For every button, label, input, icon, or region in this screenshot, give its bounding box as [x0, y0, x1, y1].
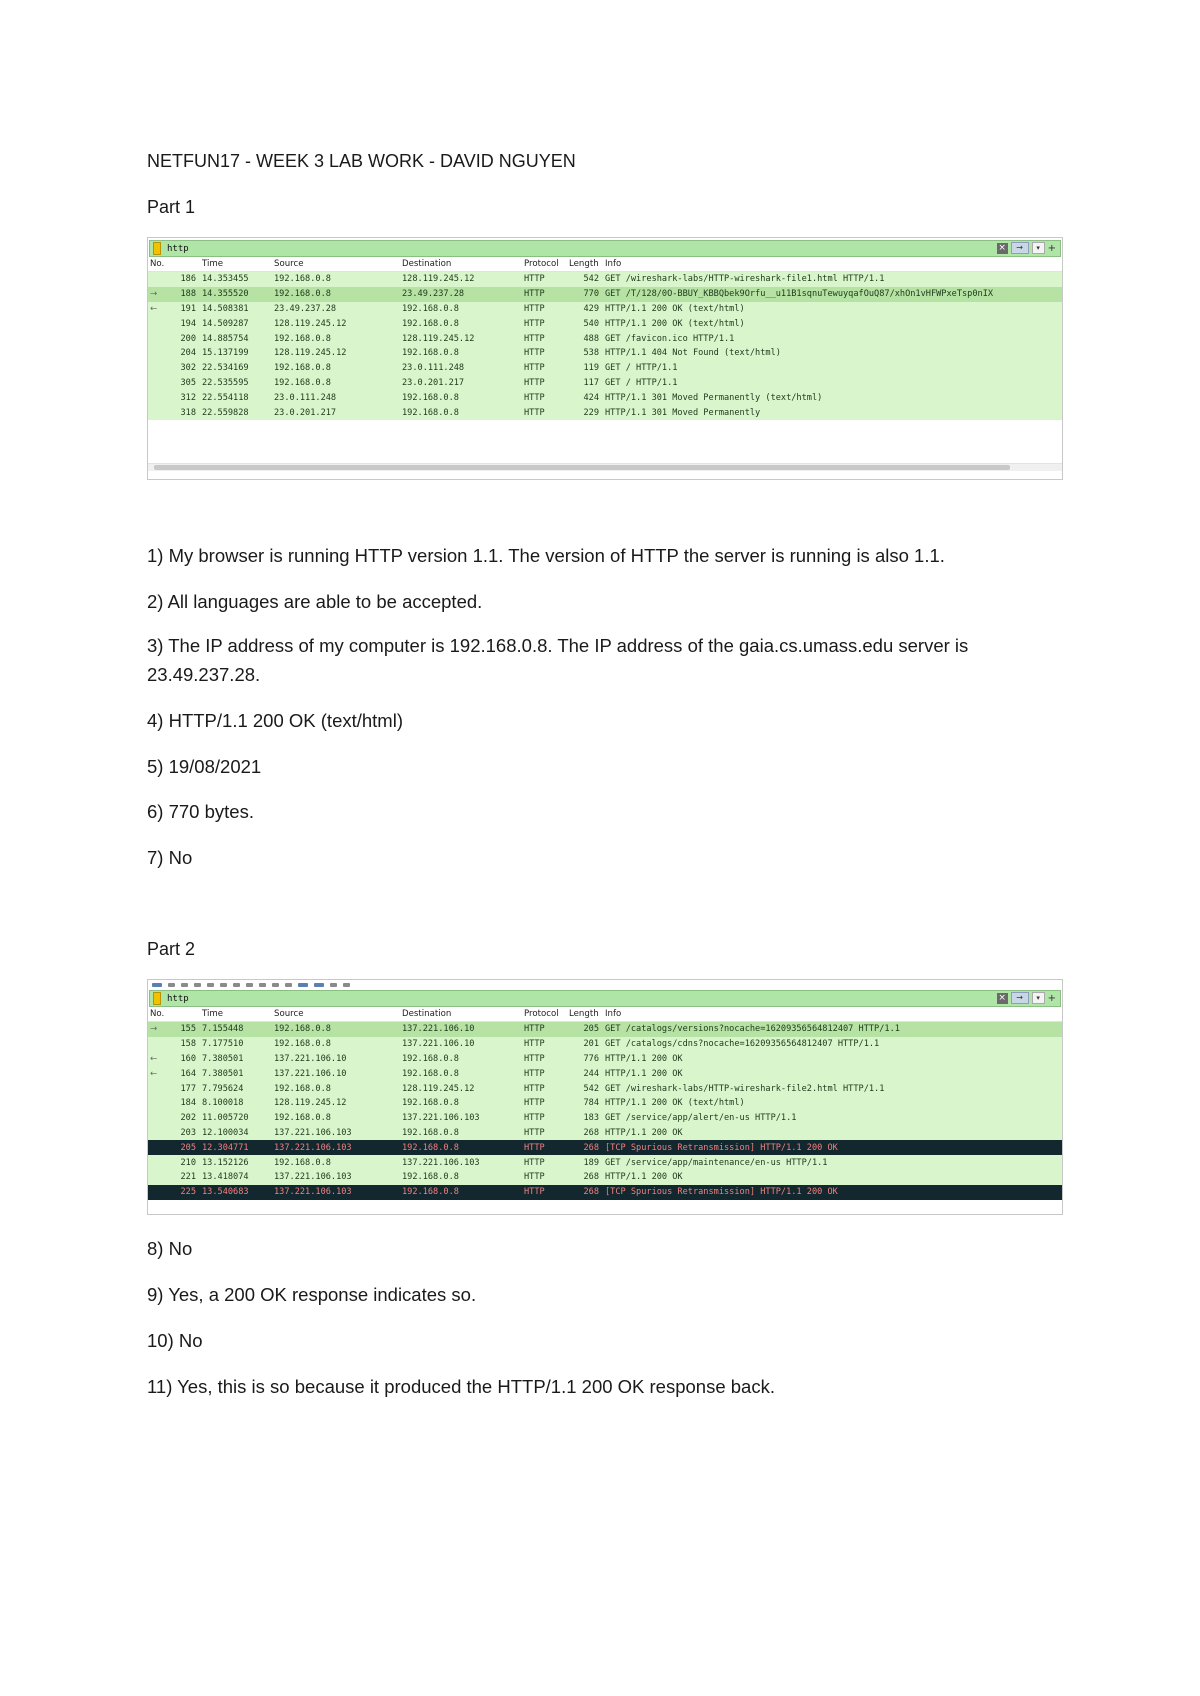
packet-time: 13.540683	[200, 1185, 272, 1200]
packet-info: HTTP/1.1 301 Moved Permanently	[603, 405, 1062, 420]
packet-time: 13.418074	[200, 1170, 272, 1185]
packet-length: 770	[567, 287, 603, 302]
packet-time: 22.559828	[200, 405, 272, 420]
clear-filter-icon[interactable]: ×	[998, 992, 1006, 1003]
packet-length: 117	[567, 376, 603, 391]
packet-time: 7.380501	[200, 1066, 272, 1081]
packet-length: 538	[567, 346, 603, 361]
answer-5: 5) 19/08/2021	[147, 756, 262, 777]
packet-row[interactable]	[148, 1037, 1062, 1052]
packet-destination: 137.221.106.10	[400, 1022, 522, 1037]
display-filter-bar[interactable]	[149, 990, 1061, 1007]
column-header[interactable]: Destination	[400, 257, 522, 272]
packet-number: 202	[158, 1111, 200, 1126]
packet-number: 205	[158, 1140, 200, 1155]
packet-number: 318	[158, 405, 200, 420]
packet-length: 201	[567, 1037, 603, 1052]
packet-time: 15.137199	[200, 346, 272, 361]
packet-destination: 128.119.245.12	[400, 331, 522, 346]
packet-info: [TCP Spurious Retransmission] HTTP/1.1 200 OK	[603, 1185, 1062, 1200]
packet-destination: 192.168.0.8	[400, 1170, 522, 1185]
apply-filter-icon[interactable]: →	[1011, 242, 1029, 254]
packet-protocol: HTTP	[522, 1185, 567, 1200]
packet-protocol: HTTP	[522, 1037, 567, 1052]
packet-source: 192.168.0.8	[272, 1037, 400, 1052]
column-header[interactable]: Destination	[400, 1007, 522, 1022]
packet-list-header	[148, 257, 1062, 272]
packet-destination: 192.168.0.8	[400, 405, 522, 420]
packet-protocol: HTTP	[522, 1126, 567, 1141]
packet-protocol: HTTP	[522, 272, 567, 287]
column-header[interactable]: Info	[603, 1007, 1062, 1022]
packet-row[interactable]	[148, 1185, 1062, 1200]
packet-length: 244	[567, 1066, 603, 1081]
packet-number: 158	[158, 1037, 200, 1052]
packet-protocol: HTTP	[522, 1022, 567, 1037]
row-marker-icon	[148, 1037, 158, 1052]
packet-destination: 192.168.0.8	[400, 390, 522, 405]
packet-destination: 128.119.245.12	[400, 1081, 522, 1096]
toolbar-stop-capture-icon[interactable]	[168, 983, 175, 987]
packet-protocol: HTTP	[522, 390, 567, 405]
packet-protocol: HTTP	[522, 287, 567, 302]
packet-number: 194	[158, 316, 200, 331]
column-header[interactable]: Time	[200, 1007, 272, 1022]
packet-info: HTTP/1.1 200 OK	[603, 1170, 1062, 1185]
packet-protocol: HTTP	[522, 1111, 567, 1126]
packet-protocol: HTTP	[522, 1096, 567, 1111]
packet-info: GET /catalogs/cdns?nocache=16209356564812407 HTTP/1.1	[603, 1037, 1062, 1052]
filter-input[interactable]: http	[167, 993, 189, 1004]
bookmark-icon[interactable]	[153, 242, 161, 255]
packet-list-header	[148, 1007, 1062, 1022]
packet-row[interactable]	[148, 272, 1062, 287]
column-header[interactable]: No.	[148, 257, 200, 272]
packet-destination: 192.168.0.8	[400, 1066, 522, 1081]
packet-info: HTTP/1.1 200 OK (text/html)	[603, 302, 1062, 317]
answer-2: 2) All languages are able to be accepted.	[147, 591, 483, 612]
packet-info: HTTP/1.1 200 OK	[603, 1126, 1062, 1141]
packet-info: GET /service/app/alert/en-us HTTP/1.1	[603, 1111, 1062, 1126]
packet-row[interactable]	[148, 376, 1062, 391]
answer-9: 9) Yes, a 200 OK response indicates so.	[147, 1284, 477, 1305]
packet-row[interactable]	[148, 361, 1062, 376]
row-marker-icon	[148, 1111, 158, 1126]
column-header[interactable]: Length	[567, 257, 603, 272]
packet-number: 221	[158, 1170, 200, 1185]
packet-time: 12.304771	[200, 1140, 272, 1155]
packet-destination: 192.168.0.8	[400, 346, 522, 361]
packet-info: HTTP/1.1 200 OK (text/html)	[603, 316, 1062, 331]
packet-source: 128.119.245.12	[272, 1096, 400, 1111]
row-marker-icon	[148, 1155, 158, 1170]
packet-list	[148, 1007, 1062, 1200]
packet-length: 429	[567, 302, 603, 317]
packet-source: 23.49.237.28	[272, 302, 400, 317]
packet-protocol: HTTP	[522, 1081, 567, 1096]
packet-number: 191	[158, 302, 200, 317]
packet-protocol: HTTP	[522, 1140, 567, 1155]
packet-source: 192.168.0.8	[272, 331, 400, 346]
row-marker-icon	[148, 1081, 158, 1096]
toolbar-restart-capture-icon[interactable]	[181, 983, 188, 987]
packet-time: 7.155448	[200, 1022, 272, 1037]
toolbar-find-icon[interactable]	[259, 983, 266, 987]
row-marker-icon	[148, 361, 158, 376]
packet-source: 192.168.0.8	[272, 1155, 400, 1170]
filter-input[interactable]: http	[167, 243, 189, 254]
toolbar-save-icon[interactable]	[220, 983, 227, 987]
toolbar-options-icon[interactable]	[194, 983, 201, 987]
packet-info: HTTP/1.1 200 OK	[603, 1066, 1062, 1081]
packet-source: 137.221.106.103	[272, 1170, 400, 1185]
packet-length: 268	[567, 1126, 603, 1141]
packet-destination: 23.0.111.248	[400, 361, 522, 376]
packet-length: 268	[567, 1170, 603, 1185]
packet-time: 7.795624	[200, 1081, 272, 1096]
packet-row[interactable]	[148, 1140, 1062, 1155]
packet-time: 13.152126	[200, 1155, 272, 1170]
packet-info: GET / HTTP/1.1	[603, 361, 1062, 376]
row-marker-icon: ←	[148, 1052, 158, 1067]
answer-11: 11) Yes, this is so because it produced the HTTP/1.1 200 OK response back.	[147, 1376, 775, 1397]
packet-row[interactable]	[148, 316, 1062, 331]
row-marker-icon	[148, 316, 158, 331]
packet-number: 225	[158, 1185, 200, 1200]
answer-3: 3) The IP address of my computer is 192.168.0.8. The IP address of the gaia.cs.umass.edu server is 23.49.237.28.	[147, 635, 969, 685]
toolbar-open-icon[interactable]	[207, 983, 214, 987]
packet-row[interactable]	[148, 287, 1062, 302]
packet-time: 22.534169	[200, 361, 272, 376]
packet-number: 302	[158, 361, 200, 376]
packet-length: 424	[567, 390, 603, 405]
toolbar-reload-icon[interactable]	[246, 983, 253, 987]
packet-time: 14.353455	[200, 272, 272, 287]
packet-protocol: HTTP	[522, 376, 567, 391]
toolbar-forward-icon[interactable]	[285, 983, 292, 987]
packet-time: 12.100034	[200, 1126, 272, 1141]
row-marker-icon	[148, 1126, 158, 1141]
packet-row[interactable]	[148, 1081, 1062, 1096]
packet-number: 200	[158, 331, 200, 346]
clear-filter-icon[interactable]: ×	[998, 242, 1006, 253]
packet-time: 8.100018	[200, 1096, 272, 1111]
toolbar-colorize-icon[interactable]	[298, 983, 308, 987]
packet-row[interactable]	[148, 1111, 1062, 1126]
packet-source: 192.168.0.8	[272, 287, 400, 302]
packet-destination: 192.168.0.8	[400, 1096, 522, 1111]
packet-protocol: HTTP	[522, 1052, 567, 1067]
toolbar-close-icon[interactable]	[233, 983, 240, 987]
packet-protocol: HTTP	[522, 1066, 567, 1081]
toolbar-autoscroll-icon[interactable]	[314, 983, 324, 987]
packet-time: 14.509287	[200, 316, 272, 331]
packet-time: 22.535595	[200, 376, 272, 391]
packet-info: GET /service/app/maintenance/en-us HTTP/1.1	[603, 1155, 1062, 1170]
packet-time: 7.380501	[200, 1052, 272, 1067]
packet-list-body	[148, 1022, 1062, 1200]
packet-protocol: HTTP	[522, 302, 567, 317]
packet-length: 784	[567, 1096, 603, 1111]
packet-destination: 137.221.106.103	[400, 1111, 522, 1126]
packet-info: HTTP/1.1 200 OK	[603, 1052, 1062, 1067]
packet-protocol: HTTP	[522, 346, 567, 361]
packet-time: 14.885754	[200, 331, 272, 346]
packet-info: HTTP/1.1 200 OK (text/html)	[603, 1096, 1062, 1111]
packet-number: 164	[158, 1066, 200, 1081]
packet-protocol: HTTP	[522, 405, 567, 420]
packet-length: 540	[567, 316, 603, 331]
packet-time: 14.508381	[200, 302, 272, 317]
packet-time: 22.554118	[200, 390, 272, 405]
answer-1: 1) My browser is running HTTP version 1.1. The version of HTTP the server is running is also 1.1.	[147, 545, 945, 566]
packet-source: 128.119.245.12	[272, 316, 400, 331]
packet-source: 23.0.111.248	[272, 390, 400, 405]
packet-list-body	[148, 272, 1062, 420]
row-marker-icon	[148, 376, 158, 391]
packet-info: GET /T/128/0O-BBUY_KBBQbek9Orfu__u11B1sqnuTewuyqafOuQ87/xhOn1vHFWPxeTsp0nIX	[603, 287, 1062, 302]
packet-protocol: HTTP	[522, 1170, 567, 1185]
answer-4: 4) HTTP/1.1 200 OK (text/html)	[147, 710, 403, 731]
filter-dropdown-icon[interactable]: ▾	[1032, 242, 1045, 254]
row-marker-icon	[148, 1096, 158, 1111]
packet-info: GET / HTTP/1.1	[603, 376, 1062, 391]
packet-row[interactable]	[148, 1155, 1062, 1170]
packet-info: GET /wireshark-labs/HTTP-wireshark-file2.html HTTP/1.1	[603, 1081, 1062, 1096]
packet-source: 192.168.0.8	[272, 1081, 400, 1096]
packet-row[interactable]	[148, 1066, 1062, 1081]
packet-info: GET /wireshark-labs/HTTP-wireshark-file1.html HTTP/1.1	[603, 272, 1062, 287]
add-filter-icon[interactable]: +	[1047, 242, 1056, 254]
packet-length: 488	[567, 331, 603, 346]
packet-info: GET /catalogs/versions?nocache=16209356564812407 HTTP/1.1	[603, 1022, 1062, 1037]
horizontal-scrollbar[interactable]	[148, 463, 1062, 471]
packet-time: 14.355520	[200, 287, 272, 302]
column-header[interactable]: Source	[272, 1007, 400, 1022]
toolbar-zoom-in-icon[interactable]	[330, 983, 337, 987]
packet-time: 7.177510	[200, 1037, 272, 1052]
packet-length: 119	[567, 361, 603, 376]
packet-source: 128.119.245.12	[272, 346, 400, 361]
row-marker-icon	[148, 1140, 158, 1155]
main-toolbar	[148, 980, 1062, 990]
row-marker-icon	[148, 390, 158, 405]
packet-time: 11.005720	[200, 1111, 272, 1126]
row-marker-icon	[148, 272, 158, 287]
toolbar-zoom-out-icon[interactable]	[343, 983, 350, 987]
bookmark-icon[interactable]	[153, 992, 161, 1005]
column-header[interactable]: Protocol	[522, 1007, 567, 1022]
column-header[interactable]: No.	[148, 1007, 200, 1022]
packet-number: 155	[158, 1022, 200, 1037]
packet-destination: 192.168.0.8	[400, 1052, 522, 1067]
packet-row[interactable]	[148, 390, 1062, 405]
row-marker-icon: ←	[148, 1066, 158, 1081]
packet-row[interactable]	[148, 331, 1062, 346]
row-marker-icon	[148, 405, 158, 420]
answer-6: 6) 770 bytes.	[147, 801, 254, 822]
packet-number: 186	[158, 272, 200, 287]
packet-info: HTTP/1.1 301 Moved Permanently (text/html)	[603, 390, 1062, 405]
packet-info: [TCP Spurious Retransmission] HTTP/1.1 200 OK	[603, 1140, 1062, 1155]
row-marker-icon	[148, 1185, 158, 1200]
row-marker-icon	[148, 346, 158, 361]
packet-destination: 23.49.237.28	[400, 287, 522, 302]
add-filter-icon[interactable]: +	[1047, 992, 1056, 1004]
answer-10: 10) No	[147, 1330, 203, 1351]
packet-length: 183	[567, 1111, 603, 1126]
packet-source: 137.221.106.103	[272, 1126, 400, 1141]
packet-protocol: HTTP	[522, 1155, 567, 1170]
apply-filter-icon[interactable]: →	[1011, 992, 1029, 1004]
packet-destination: 137.221.106.103	[400, 1155, 522, 1170]
packet-protocol: HTTP	[522, 331, 567, 346]
packet-info: HTTP/1.1 404 Not Found (text/html)	[603, 346, 1062, 361]
packet-row[interactable]	[148, 302, 1062, 317]
packet-destination: 137.221.106.10	[400, 1037, 522, 1052]
packet-row[interactable]	[148, 1126, 1062, 1141]
packet-length: 268	[567, 1185, 603, 1200]
packet-list-empty-area	[148, 420, 1062, 463]
packet-source: 137.221.106.103	[272, 1185, 400, 1200]
packet-row[interactable]	[148, 1052, 1062, 1067]
packet-length: 205	[567, 1022, 603, 1037]
packet-source: 192.168.0.8	[272, 1022, 400, 1037]
packet-row[interactable]	[148, 1170, 1062, 1185]
row-marker-icon	[148, 331, 158, 346]
packet-length: 776	[567, 1052, 603, 1067]
document-title: NETFUN17 - WEEK 3 LAB WORK - DAVID NGUYEN	[147, 151, 576, 171]
packet-destination: 192.168.0.8	[400, 302, 522, 317]
toolbar-start-capture-icon[interactable]	[152, 983, 162, 987]
packet-source: 192.168.0.8	[272, 272, 400, 287]
packet-destination: 23.0.201.217	[400, 376, 522, 391]
packet-row[interactable]	[148, 405, 1062, 420]
packet-number: 210	[158, 1155, 200, 1170]
packet-length: 542	[567, 272, 603, 287]
packet-info: GET /favicon.ico HTTP/1.1	[603, 331, 1062, 346]
packet-source: 137.221.106.10	[272, 1066, 400, 1081]
packet-number: 160	[158, 1052, 200, 1067]
packet-row[interactable]	[148, 1096, 1062, 1111]
row-marker-icon: →	[148, 287, 158, 302]
answer-8: 8) No	[147, 1238, 193, 1259]
packet-row[interactable]	[148, 1022, 1062, 1037]
packet-source: 192.168.0.8	[272, 361, 400, 376]
packet-number: 305	[158, 376, 200, 391]
wireshark-capture-part2	[147, 979, 1063, 1215]
packet-destination: 192.168.0.8	[400, 1140, 522, 1155]
packet-source: 137.221.106.103	[272, 1140, 400, 1155]
packet-length: 268	[567, 1140, 603, 1155]
packet-number: 204	[158, 346, 200, 361]
packet-source: 137.221.106.10	[272, 1052, 400, 1067]
column-header[interactable]: Time	[200, 257, 272, 272]
packet-destination: 192.168.0.8	[400, 316, 522, 331]
part1-heading: Part 1	[147, 197, 196, 217]
packet-number: 188	[158, 287, 200, 302]
packet-protocol: HTTP	[522, 361, 567, 376]
row-marker-icon	[148, 1170, 158, 1185]
part2-heading: Part 2	[147, 939, 196, 959]
wireshark-capture-part1	[147, 237, 1063, 480]
packet-number: 312	[158, 390, 200, 405]
packet-source: 192.168.0.8	[272, 1111, 400, 1126]
column-header[interactable]: Protocol	[522, 257, 567, 272]
packet-number: 184	[158, 1096, 200, 1111]
packet-list	[148, 257, 1062, 420]
packet-source: 192.168.0.8	[272, 376, 400, 391]
answer-7: 7) No	[147, 847, 193, 868]
column-header[interactable]: Source	[272, 257, 400, 272]
packet-length: 542	[567, 1081, 603, 1096]
packet-source: 23.0.201.217	[272, 405, 400, 420]
scrollbar-thumb[interactable]	[154, 465, 1010, 470]
packet-length: 189	[567, 1155, 603, 1170]
packet-row[interactable]	[148, 346, 1062, 361]
packet-destination: 128.119.245.12	[400, 272, 522, 287]
row-marker-icon: ←	[148, 302, 158, 317]
display-filter-bar[interactable]	[149, 240, 1061, 257]
packet-protocol: HTTP	[522, 316, 567, 331]
packet-number: 203	[158, 1126, 200, 1141]
row-marker-icon: →	[148, 1022, 158, 1037]
toolbar-back-icon[interactable]	[272, 983, 279, 987]
packet-destination: 192.168.0.8	[400, 1126, 522, 1141]
packet-number: 177	[158, 1081, 200, 1096]
packet-length: 229	[567, 405, 603, 420]
column-header[interactable]: Length	[567, 1007, 603, 1022]
column-header[interactable]: Info	[603, 257, 1062, 272]
packet-destination: 192.168.0.8	[400, 1185, 522, 1200]
filter-dropdown-icon[interactable]: ▾	[1032, 992, 1045, 1004]
